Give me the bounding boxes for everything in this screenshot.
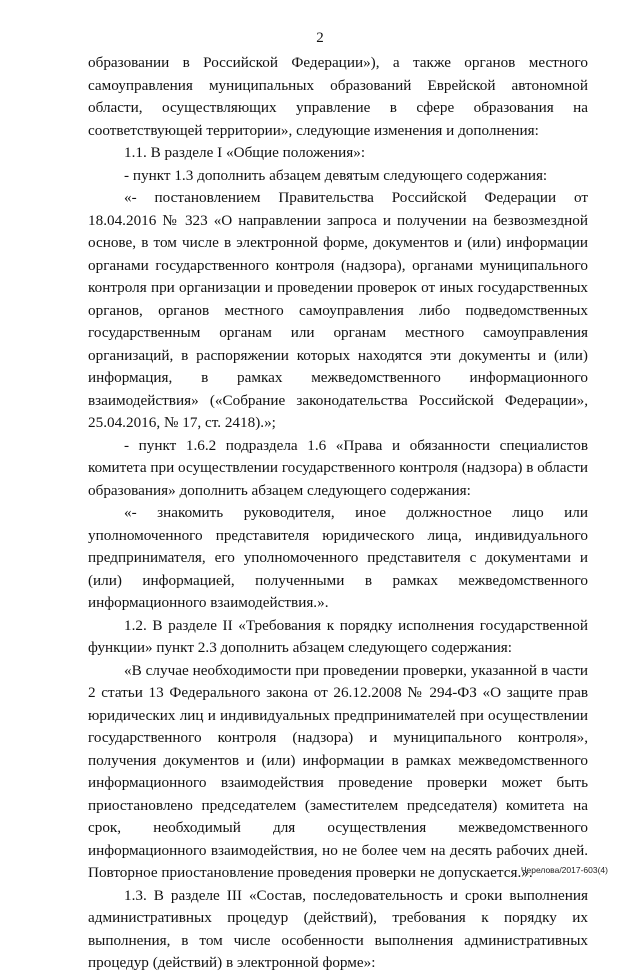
document-code: Черелова/2017-603(4) xyxy=(520,865,608,875)
paragraph: «В случае необходимости при проведении проверки, указанной в части 2 статьи 13 Федерального закона от 26.12.2008 № 294-ФЗ «О защите прав юридических лиц и индивидуальных предпринимателей при осуществлении государственного контроля (надзора) и муниципального контроля», получения документов и (или) информации в рамках межведомственного информационного взаимодействия проведение проверки может быть приостановлено председателем (заместителем председателя) комитета на срок, необходимый для осуществления межведомственного информационного взаимодействия, но не более чем на десять рабочих дней. Повторное приостановление проведения проверки не допускается.». xyxy=(88,661,588,881)
paragraph: «- знакомить руководителя, иное должностное лицо или уполномоченного представителя юридического лица, индивидуального предпринимателя, его уполномоченного представителя с документами и (или) информацией, полученными в рамках межведомственного информационного взаимодействия.». xyxy=(88,504,588,611)
paragraph: 1.2. В разделе II «Требования к порядку исполнения государственной функции» пункт 2.3 дополнить абзацем следующего содержания: xyxy=(88,616,588,656)
paragraph: 1.3. В разделе III «Состав, последовательность и сроки выполнения административных процедур (действий), требования к порядку их выполнения, в том числе особенности выполнения административных процедур (действий) в электронной форме»: xyxy=(88,886,588,971)
paragraph: - пункт 1.3 дополнить абзацем девятым следующего содержания: xyxy=(124,166,548,184)
paragraph: образовании в Российской Федерации»), а также органов местного самоуправления муниципальных образований Еврейской автономной области, осуществляющих управление в сфере образования на соответствующей территории», следующие изменения и дополнения: xyxy=(88,54,588,139)
document-body xyxy=(88,52,588,975)
paragraph: - пункт 1.6.2 подраздела 1.6 «Права и обязанности специалистов комитета при осуществлении государственного контроля (надзора) в области образования» дополнить абзацем следующего содержания: xyxy=(88,436,588,499)
paragraph: 1.1. В разделе I «Общие положения»: xyxy=(124,144,366,161)
paragraph: «- постановлением Правительства Российской Федерации от 18.04.2016 № 323 «О направлении запроса и получении на безвозмездной основе, в том числе в электронной форме, документов и (или) информации органами государственного контроля (надзора), органами муниципального контроля при организации и проведении проверок от иных государственных органов, органов местного самоуправления либо подведомственных государственным органам или органам местного самоуправления организаций, в распоряжении которых находятся эти документы и (или) информация, в рамках межведомственного информационного взаимодействия» («Собрание законодательства Российской Федерации», 25.04.2016, № 17, ст. 2418).»; xyxy=(88,189,588,431)
page-number: 2 xyxy=(316,30,324,46)
